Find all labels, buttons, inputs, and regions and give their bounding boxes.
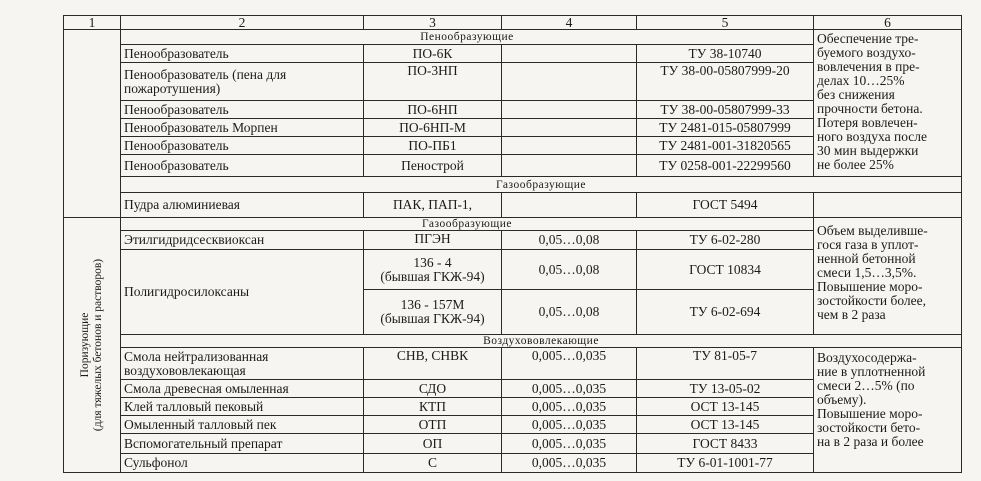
- alum-row-doc: ГОСТ 5494: [636, 192, 814, 218]
- note-line: 30 мин выдержки: [817, 143, 919, 158]
- air-row-1-name: Смола нейтрализованная воздухововлекающая: [120, 347, 364, 380]
- note-line: на в 2 раза и более: [817, 434, 924, 449]
- gas-row-2-dose: 0,05…0,08: [501, 249, 637, 290]
- air-row-6-brand: С: [363, 453, 502, 473]
- foam-row-5-brand: ПО-ПБ1: [363, 136, 502, 155]
- foam-row-5-dose: [501, 136, 637, 155]
- foam-row-3-brand: ПО-6НП: [363, 100, 502, 119]
- note-line: ного воздуха после: [817, 129, 928, 144]
- alum-row-dose: [501, 192, 637, 218]
- section-header-foam: Пенообразующие: [120, 29, 814, 45]
- foam-row-4-name: Пенообразователь Морпен: [120, 118, 364, 137]
- note-line: смеси 1,5…3,5%.: [817, 265, 917, 280]
- air-row-1-brand: СНВ, СНВК: [363, 347, 502, 380]
- alum-row-brand: ПАК, ПАП-1,: [363, 192, 502, 218]
- foam-row-2-name: Пенообразователь (пена для пожаротушения): [120, 62, 364, 101]
- gas-row-3-brand-line1: 136 - 157М: [400, 297, 465, 312]
- air-row-4-doc: ОСТ 13-145: [636, 415, 814, 434]
- air-row-4-name: Омыленный талловый пек: [120, 415, 364, 434]
- alum-row-note: [813, 192, 962, 218]
- gas-row-3-doc: ТУ 6-02-694: [636, 289, 814, 335]
- foam-row-1-brand: ПО-6К: [363, 44, 502, 63]
- foam-row-4-dose: [501, 118, 637, 137]
- note-line: Повышение моро-: [817, 279, 923, 294]
- air-row-2-name: Смола древесная омыленная: [120, 379, 364, 398]
- air-row-2-doc: ТУ 13-05-02: [636, 379, 814, 398]
- foam-row-6-dose: [501, 154, 637, 177]
- gas-row-2-doc: ГОСТ 10834: [636, 249, 814, 290]
- gas-note: [813, 217, 962, 335]
- column-number-5: 5: [636, 15, 814, 30]
- foam-row-3-name: Пенообразователь: [120, 100, 364, 119]
- foam-row-1-name: Пенообразователь: [120, 44, 364, 63]
- air-row-5-brand: ОП: [363, 433, 502, 454]
- gas-row-2-brand-line2: (бывшая ГКЖ-94): [380, 268, 485, 284]
- note-line: прочности бетона.: [817, 101, 923, 116]
- foam-note: [813, 29, 962, 177]
- note-line: Повышение моро-: [817, 406, 923, 421]
- page-top-mark: [760, 0, 880, 7]
- gas-row-2-name: Полигидросилоксаны: [120, 249, 364, 335]
- section-header-gas-1: Газообразующие: [120, 176, 962, 193]
- air-note: [813, 347, 962, 473]
- air-row-3-brand: КТП: [363, 397, 502, 416]
- foam-row-2-dose: [501, 62, 637, 101]
- foam-row-3-dose: [501, 100, 637, 119]
- air-row-6-doc: ТУ 6-01-1001-77: [636, 453, 814, 473]
- air-row-3-dose: 0,005…0,035: [501, 397, 637, 416]
- gas-row-1-dose: 0,05…0,08: [501, 230, 637, 250]
- foam-row-6-doc: ТУ 0258-001-22299560: [636, 154, 814, 177]
- air-row-1-doc: ТУ 81-05-7: [636, 347, 814, 380]
- note-line: гося газа в уплот-: [817, 237, 919, 252]
- group-cell-upper: [63, 29, 121, 218]
- column-number-2: 2: [120, 15, 364, 30]
- gas-row-3-brand-line2: (бывшая ГКЖ-94): [380, 311, 485, 326]
- air-row-1-dose: 0,005…0,035: [501, 347, 637, 380]
- air-row-2-dose: 0,005…0,035: [501, 379, 637, 398]
- air-row-3-doc: ОСТ 13-145: [636, 397, 814, 416]
- group-cell-porizing: [63, 217, 121, 473]
- foam-row-1-doc: ТУ 38-10740: [636, 44, 814, 63]
- foam-row-1-dose: [501, 44, 637, 63]
- column-number-1: 1: [63, 15, 121, 30]
- column-number-6: 6: [813, 15, 962, 30]
- gas-row-2-brand: [363, 249, 502, 290]
- gas-row-1-doc: ТУ 6-02-280: [636, 230, 814, 250]
- foam-row-5-doc: ТУ 2481-001-31820565: [636, 136, 814, 155]
- note-line: без снижения: [817, 87, 895, 102]
- note-line: не более 25%: [817, 157, 894, 172]
- note-line: зостойкости более,: [817, 293, 927, 308]
- air-row-6-name: Сульфонол: [120, 453, 364, 473]
- note-line: буемого воздухо-: [817, 45, 916, 60]
- note-line: смеси 2…5% (по: [817, 378, 915, 393]
- foam-row-2-brand: ПО-3НП: [363, 62, 502, 101]
- foam-row-6-brand: Пенострой: [363, 154, 502, 177]
- note-line: Обеспечение тре-: [817, 31, 919, 46]
- air-row-2-brand: СДО: [363, 379, 502, 398]
- foam-row-6-name: Пенообразователь: [120, 154, 364, 177]
- gas-row-3-dose: 0,05…0,08: [501, 289, 637, 335]
- gas-row-1-name: Этилгидридсесквиоксан: [120, 230, 364, 250]
- note-line: Объем выделивше-: [817, 223, 928, 238]
- air-row-5-name: Вспомогательный препарат: [120, 433, 364, 454]
- note-line: зостойкости бето-: [817, 420, 921, 435]
- note-line: объему).: [817, 392, 867, 407]
- column-number-4: 4: [501, 15, 637, 30]
- side-label: [79, 259, 105, 431]
- gas-row-2-brand-line1: 136 - 4: [413, 254, 452, 270]
- air-row-4-dose: 0,005…0,035: [501, 415, 637, 434]
- side-label-subtitle: (для тяжелых бетонов и растворов): [92, 258, 104, 432]
- side-label-title: Поризующие: [79, 312, 91, 378]
- note-line: ние в уплотненной: [817, 364, 926, 379]
- note-line: вовлечения в пре-: [817, 59, 920, 74]
- note-line: делах 10…25%: [817, 73, 905, 88]
- note-line: Потеря вовлечен-: [817, 115, 918, 130]
- foam-row-3-doc: ТУ 38-00-05807999-33: [636, 100, 814, 119]
- air-row-5-dose: 0,005…0,035: [501, 433, 637, 454]
- section-header-gas-2: Газообразующие: [120, 217, 814, 231]
- foam-row-4-doc: ТУ 2481-015-05807999: [636, 118, 814, 137]
- note-line: Воздухосодержа-: [817, 350, 917, 365]
- air-row-5-doc: ГОСТ 8433: [636, 433, 814, 454]
- foam-row-2-doc: ТУ 38-00-05807999-20: [636, 62, 814, 101]
- foam-row-5-name: Пенообразователь: [120, 136, 364, 155]
- gas-row-3-brand: [363, 289, 502, 335]
- section-header-air: Воздухововлекающие: [120, 334, 962, 348]
- alum-row-name: Пудра алюминиевая: [120, 192, 364, 218]
- foam-row-4-brand: ПО-6НП-М: [363, 118, 502, 137]
- gas-row-1-brand: ПГЭН: [363, 230, 502, 250]
- air-row-4-brand: ОТП: [363, 415, 502, 434]
- air-row-6-dose: 0,005…0,035: [501, 453, 637, 473]
- column-number-3: 3: [363, 15, 502, 30]
- air-row-3-name: Клей талловый пековый: [120, 397, 364, 416]
- note-line: чем в 2 раза: [817, 307, 886, 322]
- note-line: ненной бетонной: [817, 251, 916, 266]
